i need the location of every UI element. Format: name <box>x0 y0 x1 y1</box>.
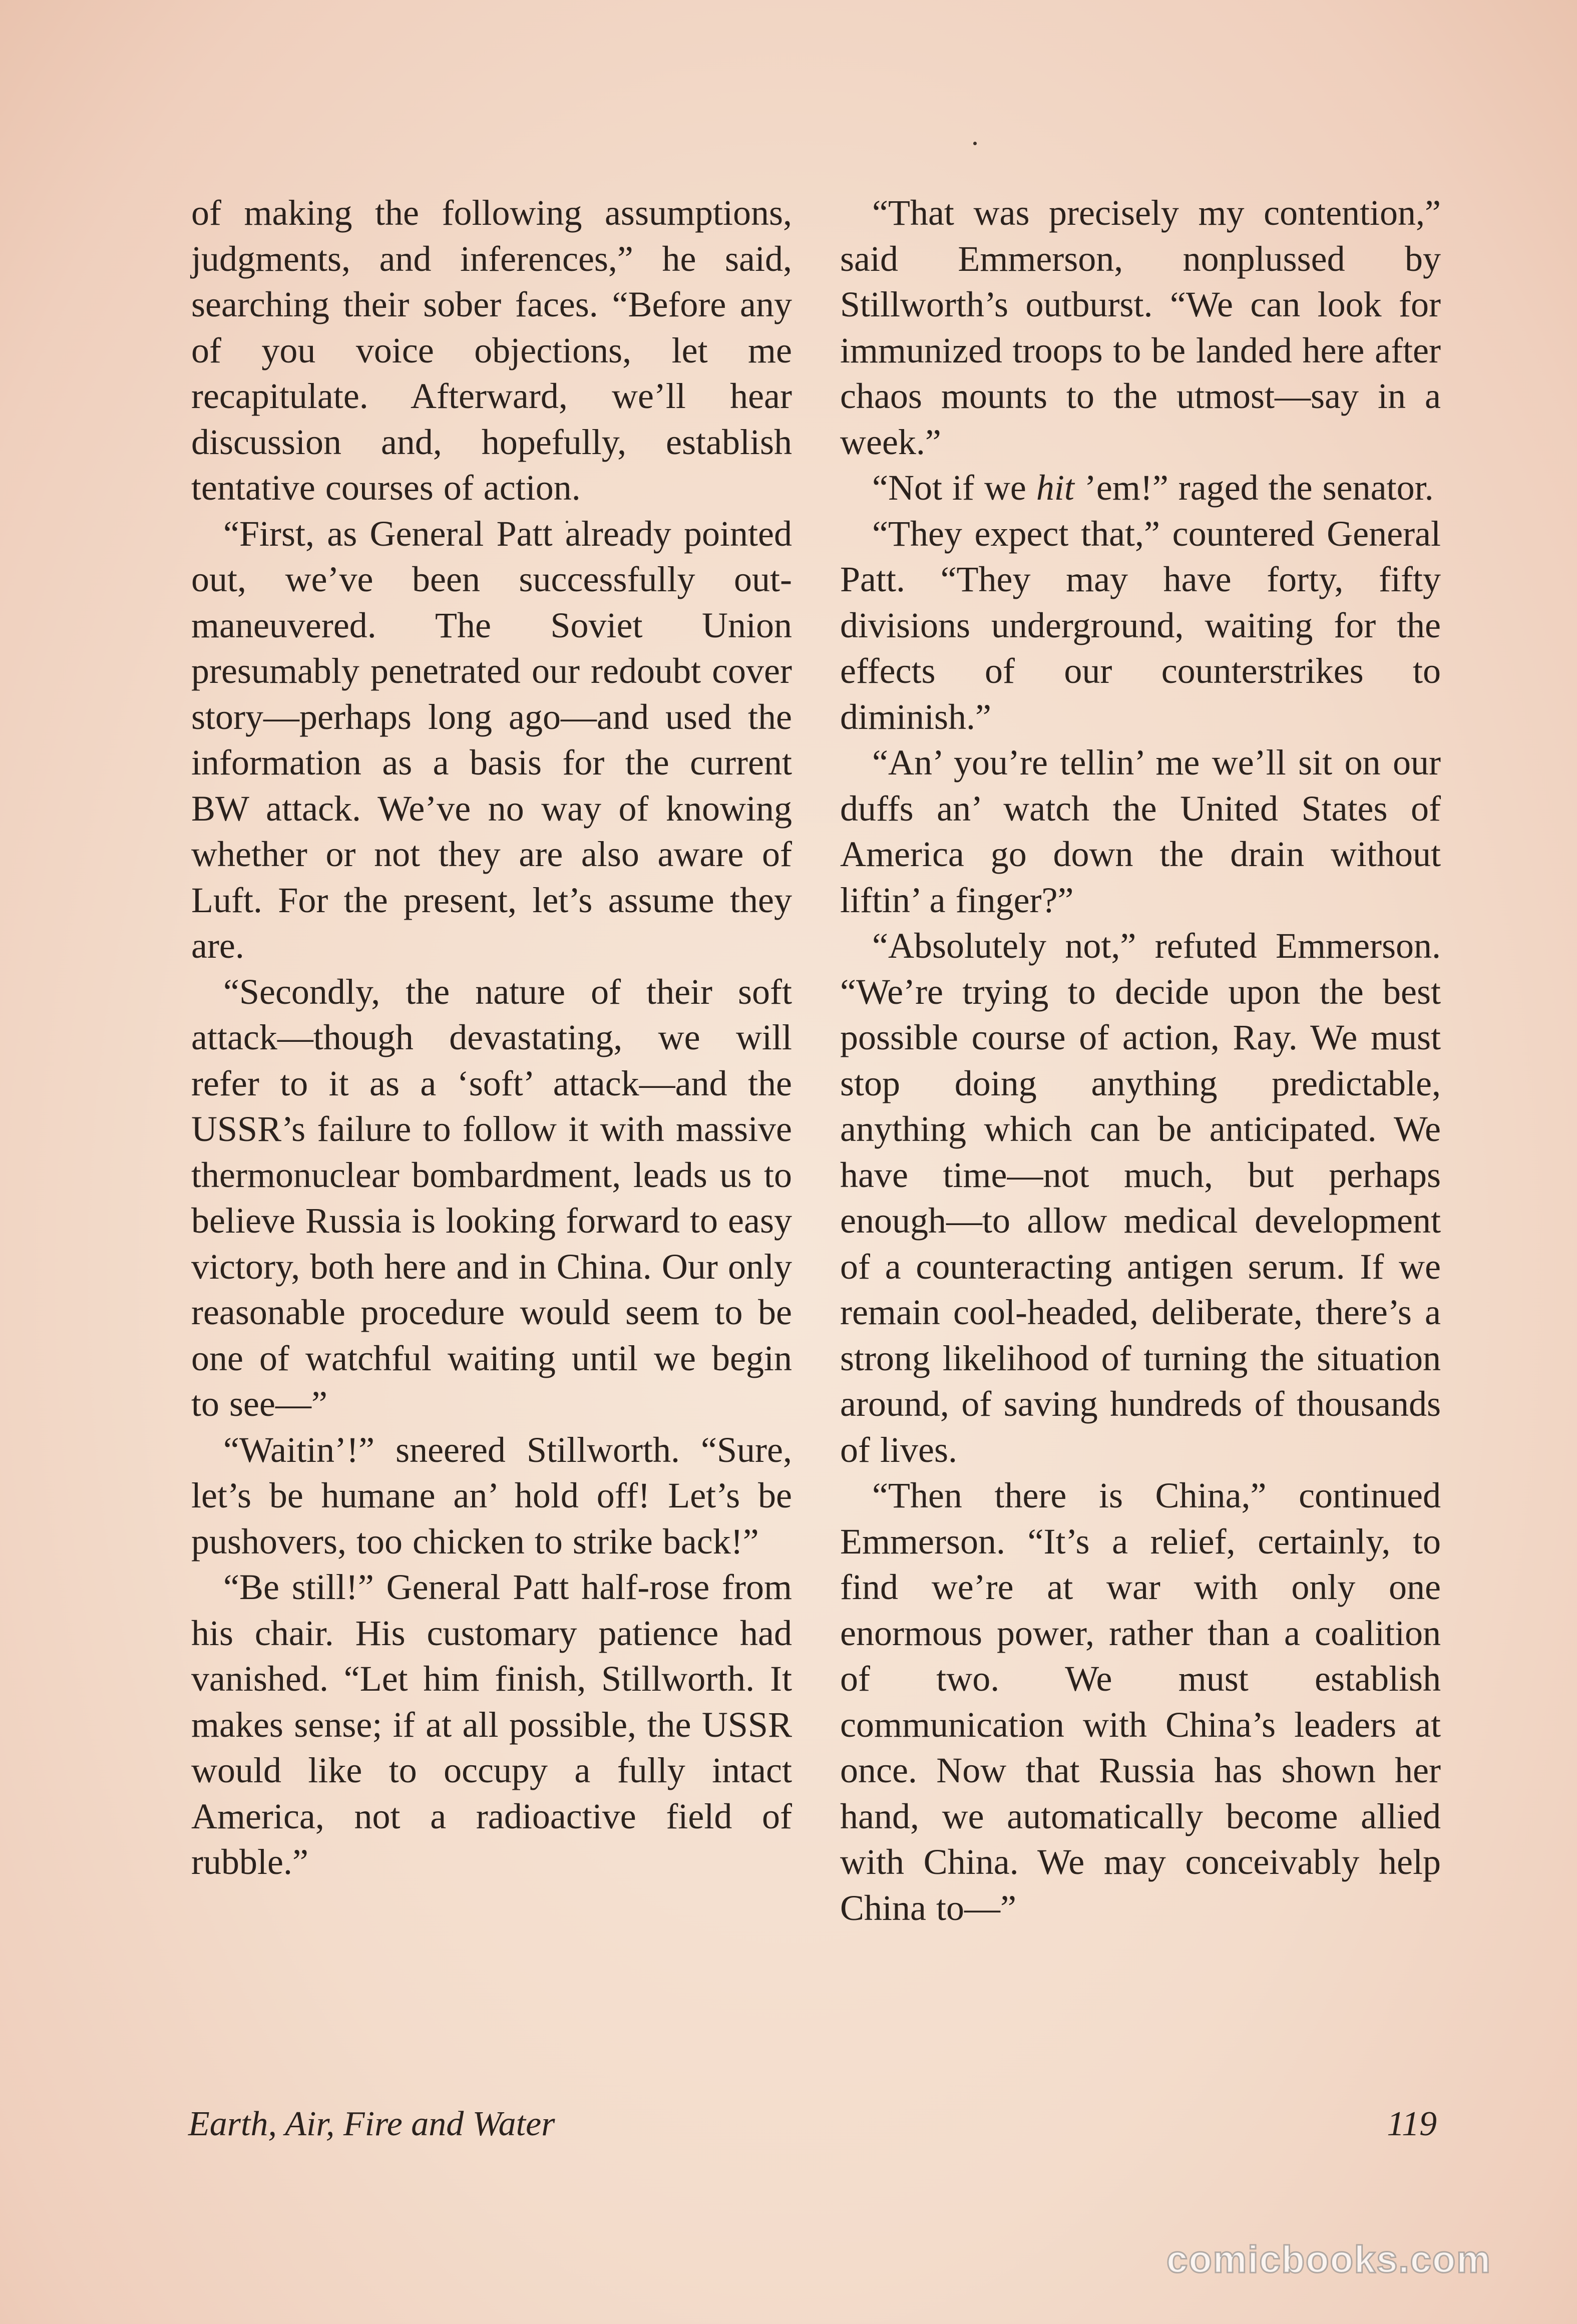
paragraph: “That was precisely my contention,” said Emmerson, nonplussed by Stillworth’s outburst. “We can look for immunized troops to be landed here after chaos mounts to the utmost—say in a week.” <box>840 193 1441 462</box>
paragraph: “An’ you’re tellin’ me we’ll sit on our duffs an’ watch the United States of America go down the drain without liftin’ a finger?” <box>840 742 1441 920</box>
text-run: ’em!” raged the senator. <box>1074 468 1434 508</box>
paragraph <box>840 465 1441 511</box>
paragraph: “They expect that,” countered General Patt. “They may have forty, fifty divisions underground, waiting for the effects of our counterstrikes to diminish.” <box>840 513 1441 737</box>
ink-speck <box>973 142 977 145</box>
right-column <box>840 190 1441 1931</box>
text-run: “Not if we <box>872 468 1036 508</box>
paragraph: “Be still!” General Patt half-rose from his chair. His customary patience had vanished. “Let him finish, Stillworth. It makes sense; if at all possible, the USSR would like to occupy a fully intact America, not a radioactive field of rubble.” <box>191 1567 792 1882</box>
paragraph: “Secondly, the nature of their soft attack—though devastating, we will refer to it as a ‘soft’ attack—and the USSR’s failure to follow it with massive thermonuclear bombardment, leads us to believe Russia is looking forward to easy victory, both here and in China. Our only reasonable procedure would seem to be one of watchful waiting until we begin to see—” <box>191 971 792 1424</box>
paragraph: “Absolutely not,” refuted Emmerson. “We’re trying to decide upon the best possible course of action, Ray. We must stop doing anything predictable, anything which can be anticipated. We have time—not much, but perhaps enough—to allow medical development of a counteracting antigen serum. If we remain cool-headed, deliberate, there’s a strong likelihood of turning the situation around, of saving hundreds of thousands of lives. <box>840 926 1441 1470</box>
paragraph: “Waitin’!” sneered Stillworth. “Sure, let’s be humane an’ hold off! Let’s be pushovers, too chicken to strike back!” <box>191 1429 792 1562</box>
page-number: 119 <box>1387 2105 1437 2143</box>
paragraph: of making the following assumptions, judgments, and inferences,” he said, searching their sober faces. “Before any of you voice objections, let me recapitulate. Afterward, we’ll hear discussion and, hopefully, establish tentative courses of action. <box>191 193 792 508</box>
emphasized-word: hit <box>1036 468 1074 508</box>
paragraph: “Then there is China,” continued Emmerson. “It’s a relief, certainly, to find we’re at war with only one enormous power, rather than a coalition of two. We must establish communication with China’s leaders at once. Now that Russia has shown her hand, we automatically become allied with China. We may conceivably help China to—” <box>840 1475 1441 1928</box>
paragraph: “First, as General Patt already pointed out, we’ve been successfully out-maneuvered. The Soviet Union presumably penetrated our redoubt cover story—perhaps long ago—and used the information as a basis for the current BW attack. We’ve no way of knowing whether or not they are also aware of Luft. For the present, let’s assume they are. <box>191 513 792 966</box>
left-column <box>191 190 792 1885</box>
running-footer-title: Earth, Air, Fire and Water <box>188 2105 555 2143</box>
watermark-logo: comicbooks.com <box>1166 2238 1491 2281</box>
